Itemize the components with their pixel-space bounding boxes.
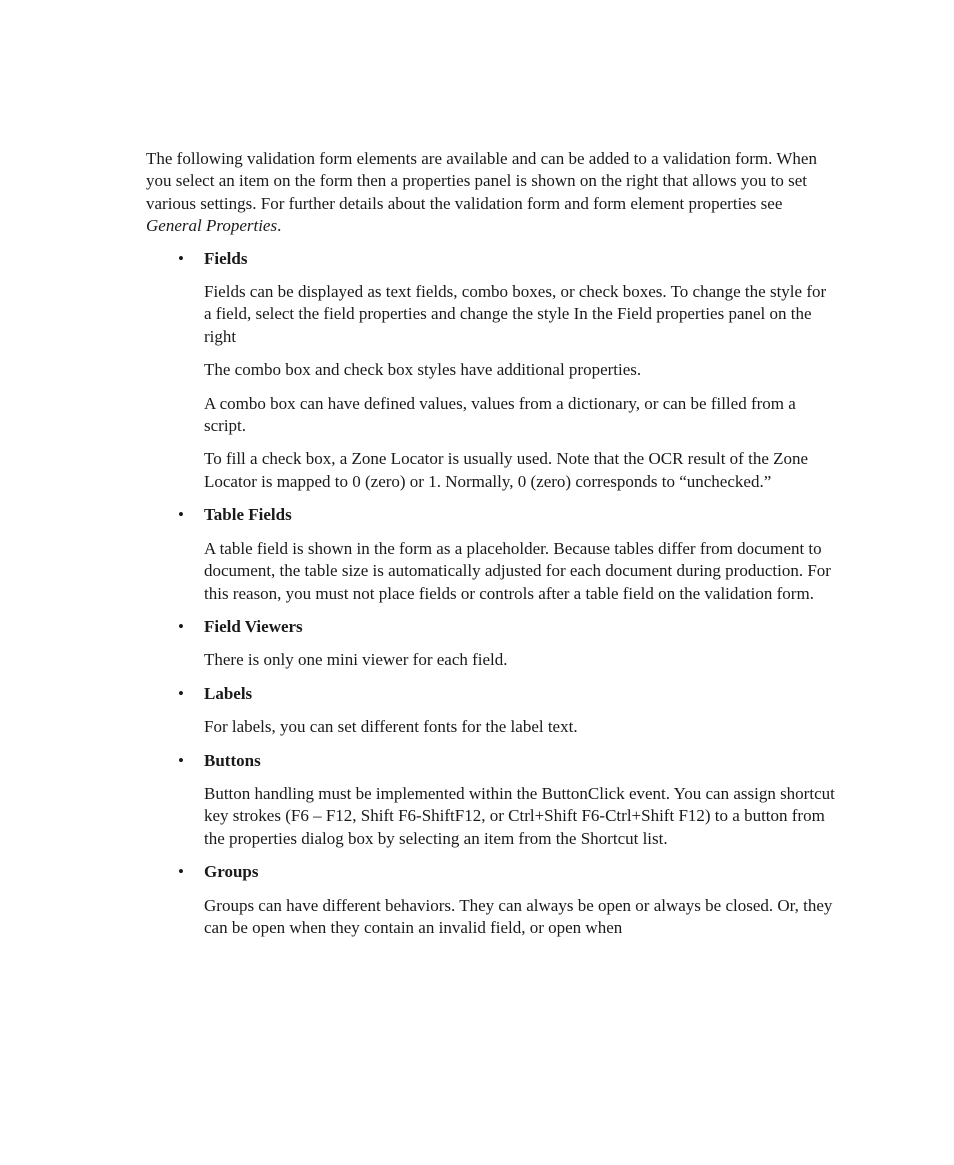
bullet-icon: • xyxy=(178,616,184,636)
item-title: Buttons xyxy=(204,750,261,770)
item-paragraph: A combo box can have defined values, values from a dictionary, or can be filled from a script. xyxy=(204,393,796,436)
item-paragraph: The combo box and check box styles have additional properties. xyxy=(204,360,642,380)
list-item xyxy=(146,616,836,672)
document-page xyxy=(146,148,836,950)
item-paragraph: There is only one mini viewer for each field. xyxy=(204,650,508,670)
intro-end: . xyxy=(277,216,282,236)
list-item xyxy=(146,750,836,851)
item-paragraph: To fill a check box, a Zone Locator is usually used. Note that the OCR result of the Zone Locator is mapped to 0 (zero) or 1. Normally, 0 (zero) corresponds to “unchecked.” xyxy=(204,449,809,491)
item-paragraph: A table field is shown in the form as a placeholder. Because tables differ from document to document, the table size is automatically adjusted for each document during production. For this reason, you must not place fields or controls after a table field on the validation form. xyxy=(204,538,831,603)
bullet-icon: • xyxy=(178,862,184,882)
item-title: Groups xyxy=(204,862,259,882)
general-properties-reference: General Properties xyxy=(146,216,278,236)
item-title: Field Viewers xyxy=(204,616,303,636)
list-item xyxy=(146,683,836,739)
bullet-icon: • xyxy=(178,505,184,525)
item-title: Labels xyxy=(204,683,253,703)
intro-text: The following validation form elements are available and can be added to a validation form. When you select an item on the form then a properties panel is shown on the right that allows you to set various settings. For further details about the validation form and form element properties see xyxy=(146,149,817,213)
intro-paragraph xyxy=(146,148,836,238)
bullet-icon: • xyxy=(178,248,184,268)
list-item xyxy=(146,861,836,939)
item-paragraph: For labels, you can set different fonts for the label text. xyxy=(204,717,578,737)
element-list xyxy=(146,248,836,940)
item-title: Table Fields xyxy=(204,505,292,525)
item-title: Fields xyxy=(204,248,248,268)
bullet-icon: • xyxy=(178,683,184,703)
item-paragraph: Groups can have different behaviors. They can always be open or always be closed. Or, they can be open when they contain an invalid field, or open when xyxy=(204,895,833,937)
list-item xyxy=(146,248,836,494)
bullet-icon: • xyxy=(178,750,184,770)
item-paragraph: Fields can be displayed as text fields, combo boxes, or check boxes. To change the style for a field, select the field properties and change the style In the Field properties panel on the right xyxy=(204,282,827,346)
item-paragraph: Button handling must be implemented within the ButtonClick event. You can assign shortcut key strokes (F6 – F12, Shift F6-ShiftF12, or Ctrl+Shift F6-Ctrl+Shift F12) to a button from the properties dialog box by selecting an item from the Shortcut list. xyxy=(204,783,835,848)
list-item xyxy=(146,504,836,605)
